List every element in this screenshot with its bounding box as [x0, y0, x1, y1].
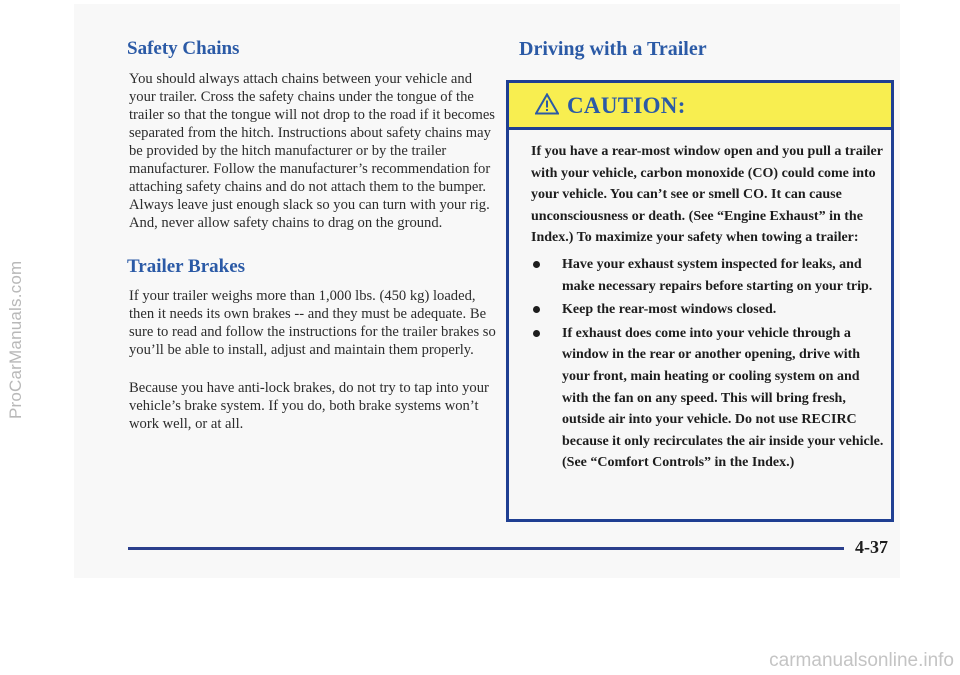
trailer-brakes-paragraph-2 — [129, 379, 497, 433]
caution-box — [506, 80, 894, 522]
watermark-bottom: carmanualsonline.info — [769, 650, 954, 671]
safety-chains-heading: Safety Chains — [127, 38, 240, 59]
footer-rule — [128, 547, 844, 550]
caution-list-item — [531, 254, 886, 297]
bullet-icon — [533, 330, 540, 337]
warning-triangle-icon — [535, 93, 559, 115]
caution-banner — [509, 83, 891, 130]
bullet-icon — [533, 261, 540, 268]
trailer-brakes-paragraph-1 — [129, 287, 497, 359]
caution-list-item — [531, 323, 886, 474]
caution-list — [531, 254, 886, 474]
caution-list-item-text: Keep the rear-most windows closed. — [562, 302, 777, 318]
watermark-side: ProCarManuals.com — [6, 260, 25, 420]
caution-body — [531, 141, 886, 476]
caution-list-item-text: If exhaust does come into your vehicle through a window in the rear or another opening, drive with your front, main heating or cooling system on and with the fan on any speed. This will bring fresh, outside air into your vehicle. Do not use RECIRC because it only recirculates the air inside your vehicle. (See “Comfort Controls” in the Index.) — [562, 325, 884, 471]
safety-chains-paragraph — [129, 70, 497, 232]
trailer-brakes-text-1: If your trailer weighs more than 1,000 lbs. (450 kg) loaded, then it needs its own brakes -- and they must be adequate. Be sure to read and follow the instructions for the trailer brakes so you’ll be able to install, adjust and maintain them properly. — [129, 288, 496, 358]
caution-intro: If you have a rear-most window open and you pull a trailer with your vehicle, carbon monoxide (CO) could come into your vehicle. You can’t see or smell CO. It can cause unconsciousness or death. (See “Engine Exhaust” in the Index.) To maximize your safety when towing a trailer: — [531, 144, 883, 246]
trailer-brakes-text-2: Because you have anti-lock brakes, do not try to tap into your vehicle’s brake system. If you do, both brake systems won’t work well, or at all. — [129, 380, 489, 432]
safety-chains-text: You should always attach chains between your vehicle and your trailer. Cross the safety chains under the tongue of the trailer so that the tongue will not drop to the road if it becomes separated from the hitch. Instructions about safety chains may be provided by the hitch manufacturer or by the trailer manufacturer. Follow the manufacturer’s recommendation for attaching safety chains and do not attach them to the bumper. Always leave just enough slack so you can turn with your rig. And, never allow safety chains to drag on the ground. — [129, 71, 495, 231]
bullet-icon — [533, 306, 540, 313]
driving-with-trailer-heading: Driving with a Trailer — [519, 38, 707, 60]
page-number: 4-37 — [855, 537, 888, 557]
caution-title: CAUTION: — [567, 93, 686, 118]
caution-list-item-text: Have your exhaust system inspected for leaks, and make necessary repairs before starting on your trip. — [562, 256, 873, 294]
trailer-brakes-heading: Trailer Brakes — [127, 256, 246, 277]
caution-list-item — [531, 299, 886, 321]
